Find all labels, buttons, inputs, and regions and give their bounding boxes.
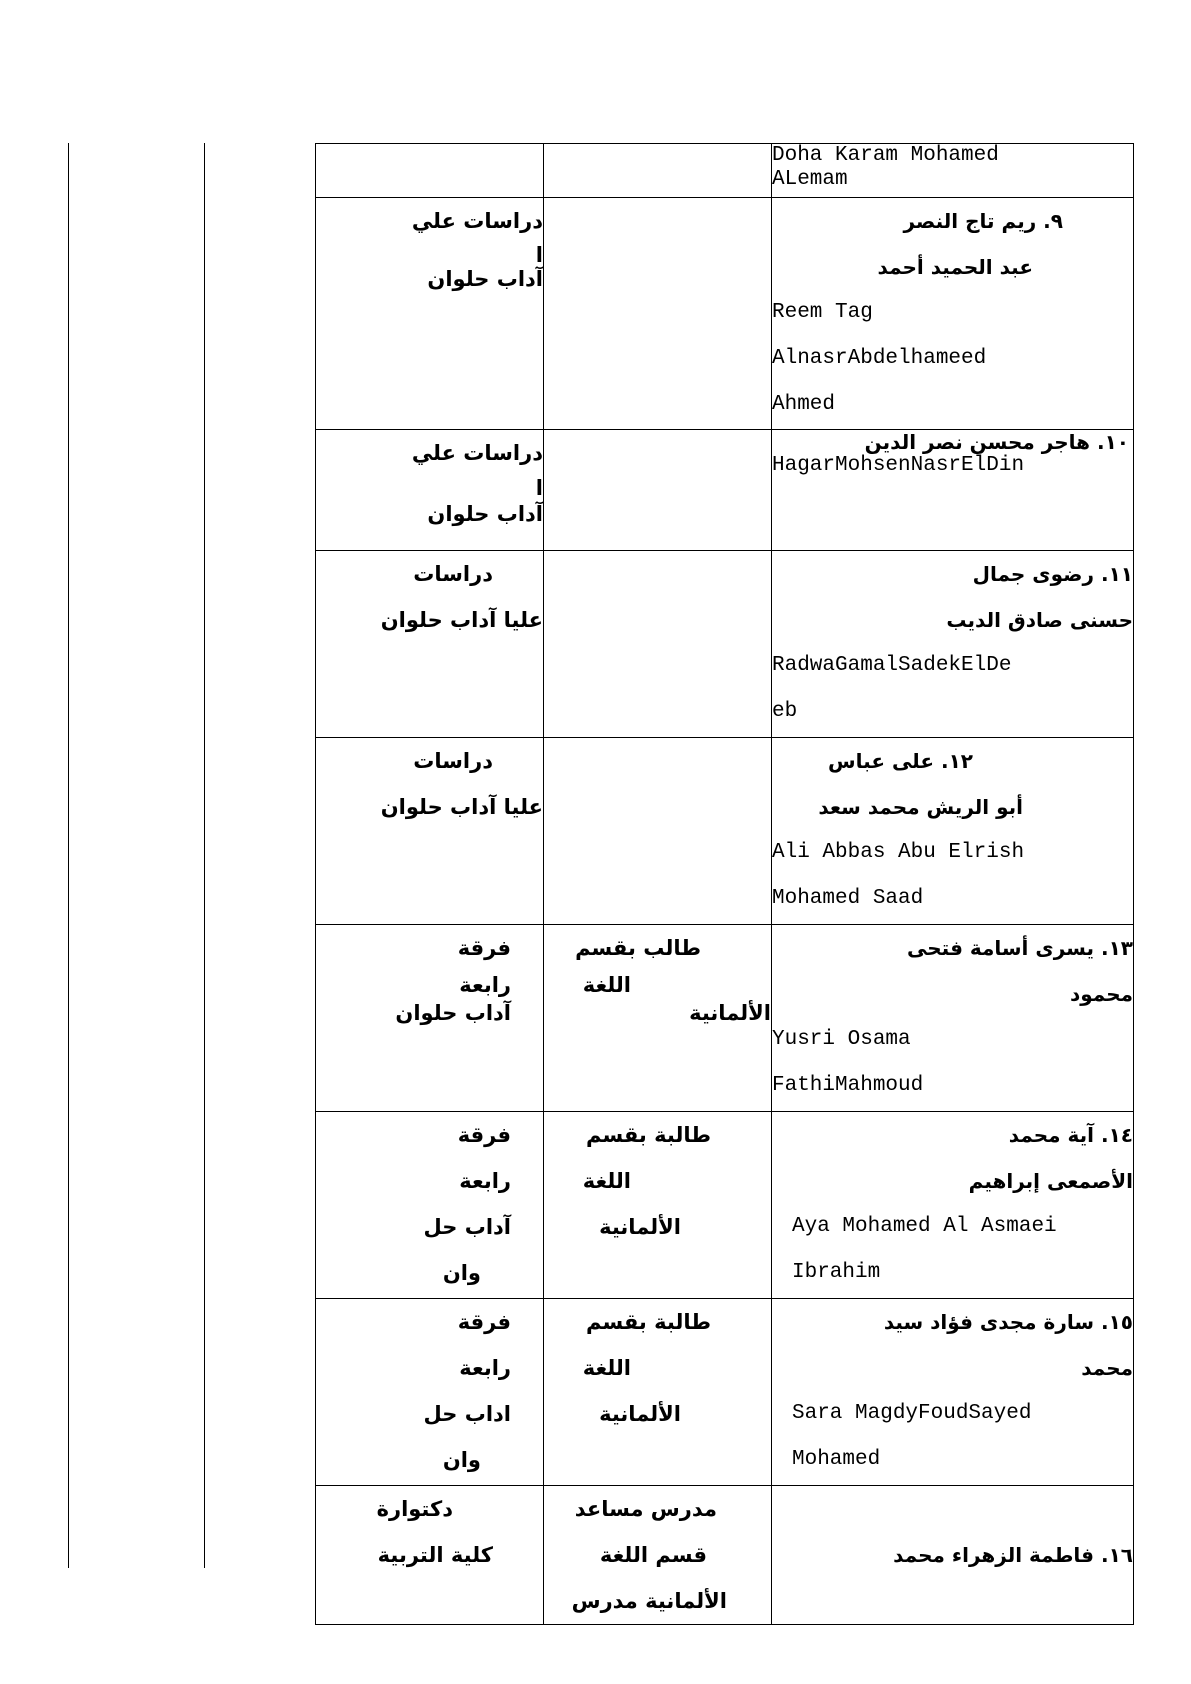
name-ar-line: أبو الريش محمد سعد bbox=[818, 795, 1023, 819]
table-row bbox=[316, 1299, 1134, 1486]
role-cell bbox=[544, 1299, 772, 1486]
status-line: فرقة bbox=[457, 1123, 511, 1147]
name-en-line: Reem Tag bbox=[772, 301, 873, 324]
status-cell bbox=[316, 1299, 544, 1486]
status-line: ا bbox=[535, 476, 543, 500]
status-line: وان bbox=[442, 1261, 481, 1285]
name-ar-line: ١٦. فاطمة الزهراء محمد bbox=[893, 1543, 1133, 1567]
name-ar-line: عبد الحميد أحمد bbox=[877, 255, 1033, 279]
role-cell bbox=[544, 144, 772, 198]
role-line: اللغة bbox=[582, 973, 631, 997]
role-cell bbox=[544, 1112, 772, 1299]
name-en-line: FathiMahmoud bbox=[772, 1074, 924, 1097]
table-row bbox=[316, 1486, 1134, 1625]
name-en-line: ALemam bbox=[772, 168, 848, 191]
role-cell bbox=[544, 198, 772, 430]
role-line: اللغة bbox=[582, 1169, 631, 1193]
status-line: آداب حلوان bbox=[427, 267, 543, 291]
status-line: آداب حلوان bbox=[395, 1001, 511, 1025]
role-line: طالب بقسم bbox=[575, 936, 701, 960]
status-cell bbox=[316, 430, 544, 551]
name-cell bbox=[772, 925, 1134, 1112]
name-ar-line: ١٥. سارة مجدى فؤاد سيد bbox=[883, 1310, 1133, 1334]
status-line: دراسات bbox=[413, 562, 493, 586]
name-cell bbox=[772, 430, 1134, 551]
status-line: كلية التربية bbox=[377, 1543, 493, 1567]
name-en-line: Doha Karam Mohamed bbox=[772, 144, 999, 167]
name-ar-line: ١٢. على عباس bbox=[828, 749, 973, 773]
name-cell bbox=[772, 738, 1134, 925]
role-line: طالبة بقسم bbox=[585, 1123, 711, 1147]
role-line: الألمانية bbox=[689, 1001, 771, 1025]
status-cell bbox=[316, 1112, 544, 1299]
margin-line-right bbox=[204, 143, 205, 1568]
name-cell bbox=[772, 1112, 1134, 1299]
role-cell bbox=[544, 551, 772, 738]
name-ar-line: ٩. ريم تاج النصر bbox=[903, 209, 1063, 233]
name-ar-line: الأصمعى إبراهيم bbox=[968, 1169, 1133, 1193]
table-row bbox=[316, 198, 1134, 430]
status-line: وان bbox=[442, 1448, 481, 1472]
name-en-line: Sara MagdyFoudSayed bbox=[792, 1402, 1032, 1425]
role-line: الألمانية bbox=[599, 1402, 681, 1426]
status-line: اداب حل bbox=[423, 1402, 511, 1426]
name-en-line: Mohamed bbox=[792, 1448, 881, 1471]
status-line: دراسات علي bbox=[411, 209, 543, 233]
status-cell bbox=[316, 1486, 544, 1625]
role-line: مدرس مساعد bbox=[574, 1497, 717, 1521]
name-cell bbox=[772, 198, 1134, 430]
role-line: طالبة بقسم bbox=[585, 1310, 711, 1334]
status-line: دراسات bbox=[413, 749, 493, 773]
name-en-line: eb bbox=[772, 700, 798, 723]
margin-line-left bbox=[68, 143, 69, 1568]
status-line: دكتوارة bbox=[376, 1497, 453, 1521]
participants-table bbox=[315, 143, 1134, 1625]
status-line: آداب حل bbox=[423, 1215, 511, 1239]
status-line: ا bbox=[535, 243, 543, 267]
name-cell bbox=[772, 551, 1134, 738]
status-line: آداب حلوان bbox=[427, 502, 543, 526]
name-en-line: Aya Mohamed Al Asmaei bbox=[792, 1215, 1057, 1238]
table-row bbox=[316, 925, 1134, 1112]
name-en-line: RadwaGamalSadekElDe bbox=[772, 654, 1012, 677]
name-en-line: HagarMohsenNasrElDin bbox=[772, 454, 1025, 477]
name-cell bbox=[772, 1486, 1134, 1625]
table-row bbox=[316, 430, 1134, 551]
status-cell bbox=[316, 551, 544, 738]
table-row bbox=[316, 144, 1134, 198]
name-ar-line: ١٠. هاجر محسن نصر الدين bbox=[864, 430, 1129, 454]
status-cell bbox=[316, 144, 544, 198]
role-cell bbox=[544, 925, 772, 1112]
table-row bbox=[316, 551, 1134, 738]
name-en-line: Ali Abbas Abu Elrish bbox=[772, 841, 1025, 864]
status-line: فرقة bbox=[457, 1310, 511, 1334]
table-row bbox=[316, 1112, 1134, 1299]
name-ar-line: ١١. رضوى جمال bbox=[972, 562, 1133, 586]
status-line: رابعة bbox=[459, 973, 511, 997]
role-line: قسم اللغة bbox=[599, 1543, 707, 1567]
status-line: رابعة bbox=[459, 1169, 511, 1193]
name-cell bbox=[772, 144, 1134, 198]
status-line: دراسات علي bbox=[411, 441, 543, 465]
status-line: عليا آداب حلوان bbox=[380, 795, 543, 819]
name-ar-line: محمود bbox=[1069, 982, 1133, 1006]
name-ar-line: محمد bbox=[1081, 1356, 1133, 1380]
role-line: الألمانية bbox=[599, 1215, 681, 1239]
role-cell bbox=[544, 430, 772, 551]
role-cell bbox=[544, 1486, 772, 1625]
role-line: اللغة bbox=[582, 1356, 631, 1380]
status-line: فرقة bbox=[457, 936, 511, 960]
name-ar-line: حسنى صادق الديب bbox=[946, 608, 1133, 632]
name-ar-line: ١٤. آية محمد bbox=[1008, 1123, 1133, 1147]
role-cell bbox=[544, 738, 772, 925]
status-line: عليا آداب حلوان bbox=[380, 608, 543, 632]
name-en-line: Ahmed bbox=[772, 393, 836, 416]
status-line: رابعة bbox=[459, 1356, 511, 1380]
name-en-line: Mohamed Saad bbox=[772, 887, 924, 910]
status-cell bbox=[316, 198, 544, 430]
name-ar-line: ١٣. يسرى أسامة فتحى bbox=[907, 936, 1133, 960]
name-en-line: Yusri Osama bbox=[772, 1028, 911, 1051]
name-cell bbox=[772, 1299, 1134, 1486]
name-en-line: AlnasrAbdelhameed bbox=[772, 347, 987, 370]
name-en-line: Ibrahim bbox=[792, 1261, 881, 1284]
role-line: الألمانية مدرس bbox=[571, 1589, 727, 1613]
status-cell bbox=[316, 738, 544, 925]
status-cell bbox=[316, 925, 544, 1112]
table-row bbox=[316, 738, 1134, 925]
